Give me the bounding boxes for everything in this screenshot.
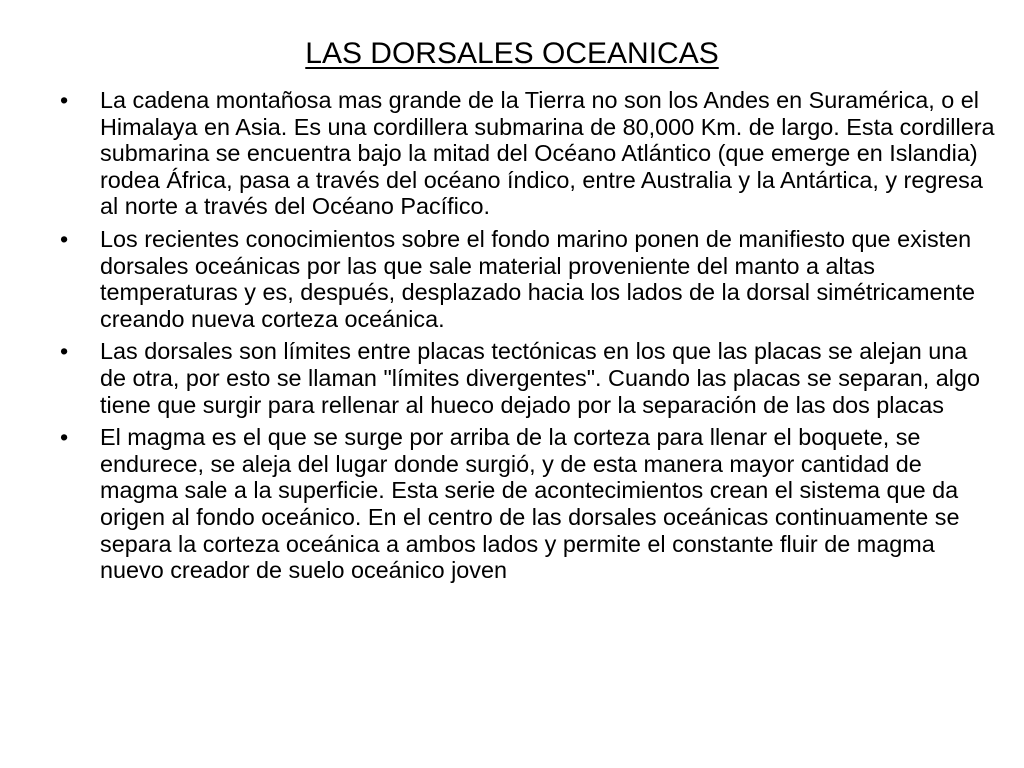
bullet-icon: • <box>60 87 69 113</box>
bullet-text: La cadena montañosa mas grande de la Tierra no son los Andes en Suramérica, o el Himalaya en Asia. Es una cordillera submarina de 80,000 Km. de largo. Esta cordillera submarina se encuentra bajo la mitad del Océano Atlántico (que emerge en Islandia) rodea África, pasa a través del océano índico, entre Australia y la Antártica, y regresa al norte a través del Océano Pacífico. <box>100 87 995 220</box>
bullet-text: Las dorsales son límites entre placas tectónicas en los que las placas se alejan una de otra, por esto se llaman "límites divergentes". Cuando las placas se separan, algo tiene que surgir para rellenar al hueco dejado por la separación de las dos placas <box>100 338 980 418</box>
bullet-item-1 <box>58 87 998 220</box>
slide-title: LAS DORSALES OCEANICAS <box>305 37 719 70</box>
bullet-list <box>58 87 998 590</box>
bullet-icon: • <box>60 225 69 252</box>
bullet-item-4 <box>58 424 998 584</box>
bullet-icon: • <box>60 424 69 451</box>
bullet-text: Los recientes conocimientos sobre el fondo marino ponen de manifiesto que existen dorsales oceánicas por las que sale material proveniente del manto a altas temperaturas y es, después, desplazado hacia los lados de la dorsal simétricamente creando nueva corteza oceánica. <box>100 225 976 332</box>
bullet-text: El magma es el que se surge por arriba de la corteza para llenar el boquete, se endurece, se aleja del lugar donde surgió, y de esta manera mayor cantidad de magma sale a la superficie. Esta serie de acontecimientos crean el sistema que da origen al fondo oceánico. En el centro de las dorsales oceánicas continuamente se separa la corteza oceánica a ambos lados y permite el constante fluir de magma nuevo creador de suelo oceánico joven <box>100 424 960 584</box>
bullet-icon: • <box>60 338 69 365</box>
bullet-item-3 <box>58 338 998 418</box>
bullet-item-2 <box>58 226 998 332</box>
